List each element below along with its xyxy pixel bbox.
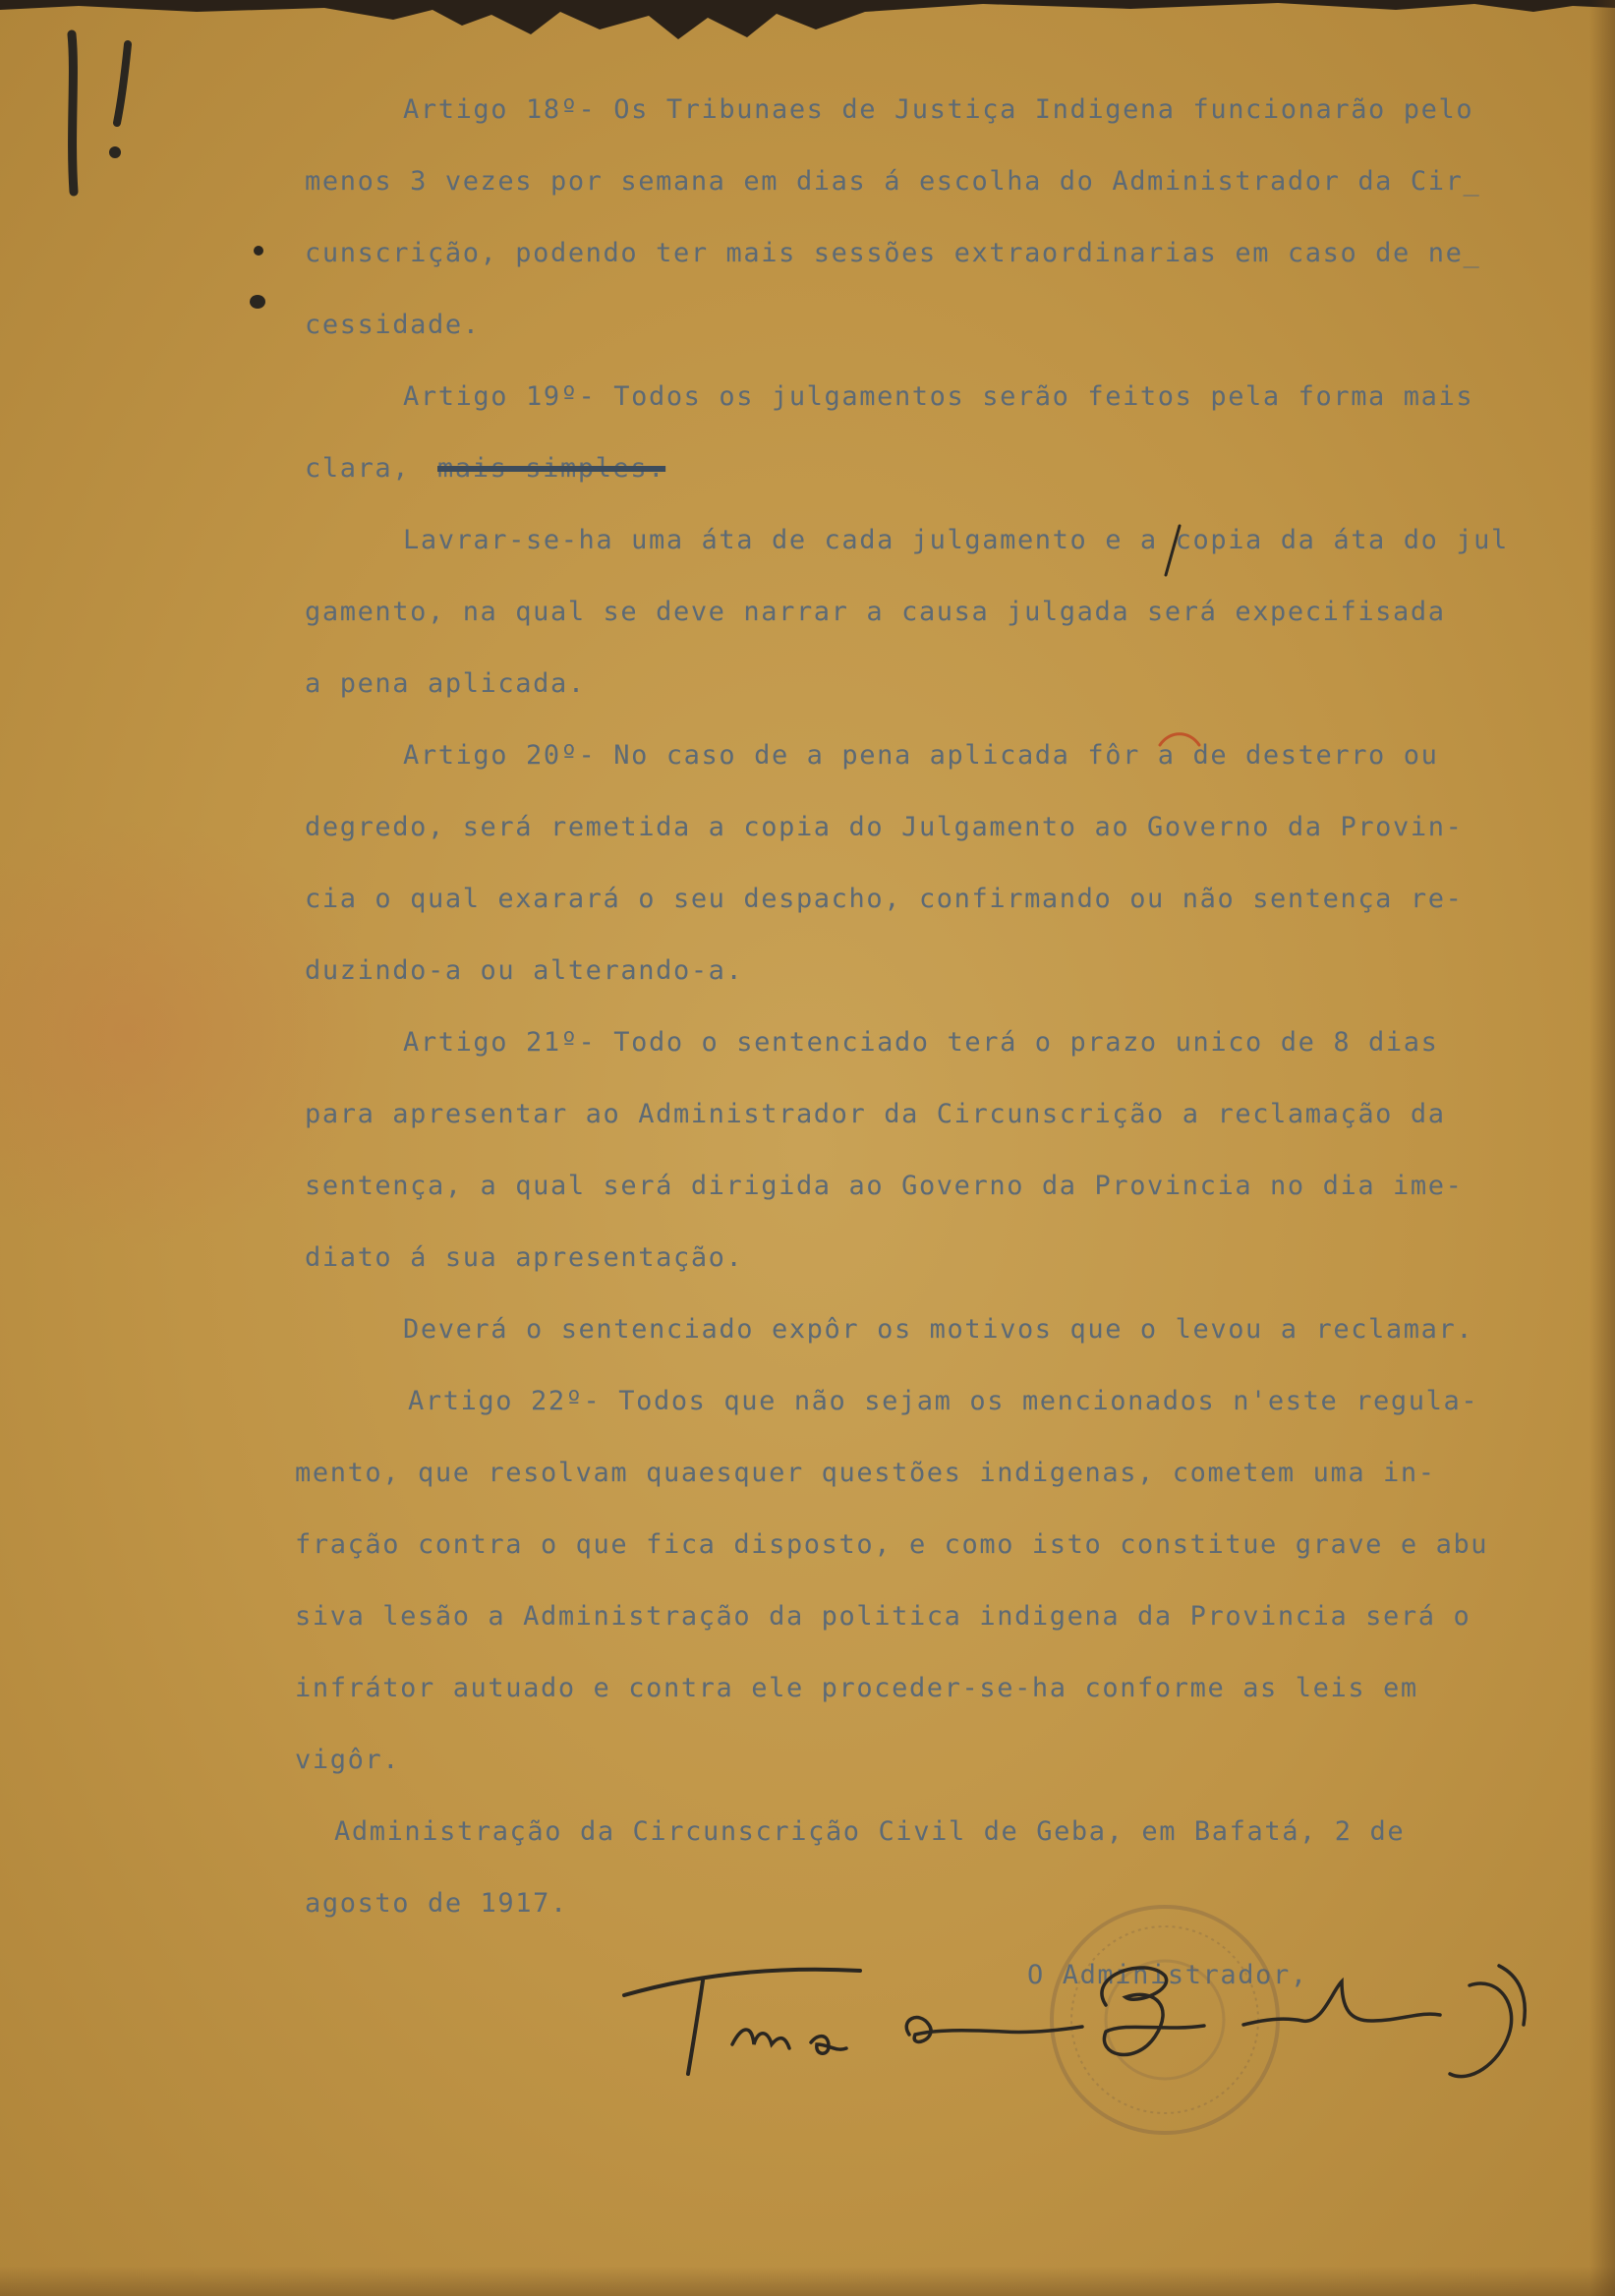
administrator-label: O Administrador, (1027, 1960, 1308, 1990)
text-line: cia o qual exarará o seu despacho, confirmando ou não sentença re- (305, 884, 1464, 914)
text-line: cessidade. (305, 310, 481, 340)
text-line: menos 3 vezes por semana em dias á escolha do Administrador da Cir_ (305, 166, 1481, 197)
text-line: diato á sua apresentação. (305, 1242, 744, 1273)
text-line: agosto de 1917. (305, 1888, 568, 1919)
text-line: duzindo-a ou alterando-a. (305, 955, 744, 986)
text-line: Artigo 22º- Todos que não sejam os mencionados n'este regula- (408, 1386, 1479, 1416)
text-line: infrátor autuado e contra ele proceder-se-ha conforme as leis em (295, 1673, 1418, 1703)
struck-text: mais simples. (437, 453, 666, 484)
text-line: fração contra o que fica disposto, e como isto constitue grave e abu (295, 1529, 1489, 1560)
text-line: sentença, a qual será dirigida ao Governo da Provincia no dia ime- (305, 1171, 1464, 1201)
text-line: Artigo 20º- No caso de a pena aplicada fôr a de desterro ou (403, 740, 1439, 771)
administrator-signature (614, 1936, 1578, 2103)
right-edge-shadow (1589, 0, 1615, 2296)
text-line: Deverá o sentenciado expôr os motivos que o levou a reclamar. (403, 1314, 1474, 1345)
ink-dot (254, 246, 263, 256)
text-line: Administração da Circunscrição Civil de Geba, em Bafatá, 2 de (334, 1816, 1406, 1847)
torn-top-edge (0, 0, 1615, 59)
orange-correction-mark (1155, 725, 1204, 765)
text-line: siva lesão a Administração da politica indigena da Provincia será o (295, 1601, 1471, 1632)
bottom-edge-shadow (0, 2267, 1615, 2296)
text-line: Artigo 21º- Todo o sentenciado terá o prazo unico de 8 dias (403, 1027, 1439, 1058)
ink-dot (250, 295, 265, 309)
text-line: mento, que resolvam quaesquer questões indigenas, cometem uma in- (295, 1458, 1436, 1488)
text-line: gamento, na qual se deve narrar a causa julgada será expecifisada (305, 597, 1446, 627)
text-line: a pena aplicada. (305, 668, 586, 699)
text-line: clara, (305, 453, 411, 484)
text-line: degredo, será remetida a copia do Julgamento ao Governo da Provin- (305, 812, 1464, 842)
text-line: cunscrição, podendo ter mais sessões extraordinarias em caso de ne_ (305, 238, 1481, 268)
text-line: Artigo 19º- Todos os julgamentos serão feitos pela forma mais (403, 381, 1474, 412)
text-line: para apresentar ao Administrador da Circunscrição a reclamação da (305, 1099, 1446, 1129)
text-line: Lavrar-se-ha uma áta de cada julgamento e a copia da áta do jul (403, 525, 1509, 555)
text-line: Artigo 18º- Os Tribunaes de Justiça Indigena funcionarão pelo (403, 94, 1474, 125)
margin-ink-mark (54, 15, 162, 211)
text-line: vigôr. (295, 1745, 401, 1775)
correction-mark (1158, 521, 1187, 580)
